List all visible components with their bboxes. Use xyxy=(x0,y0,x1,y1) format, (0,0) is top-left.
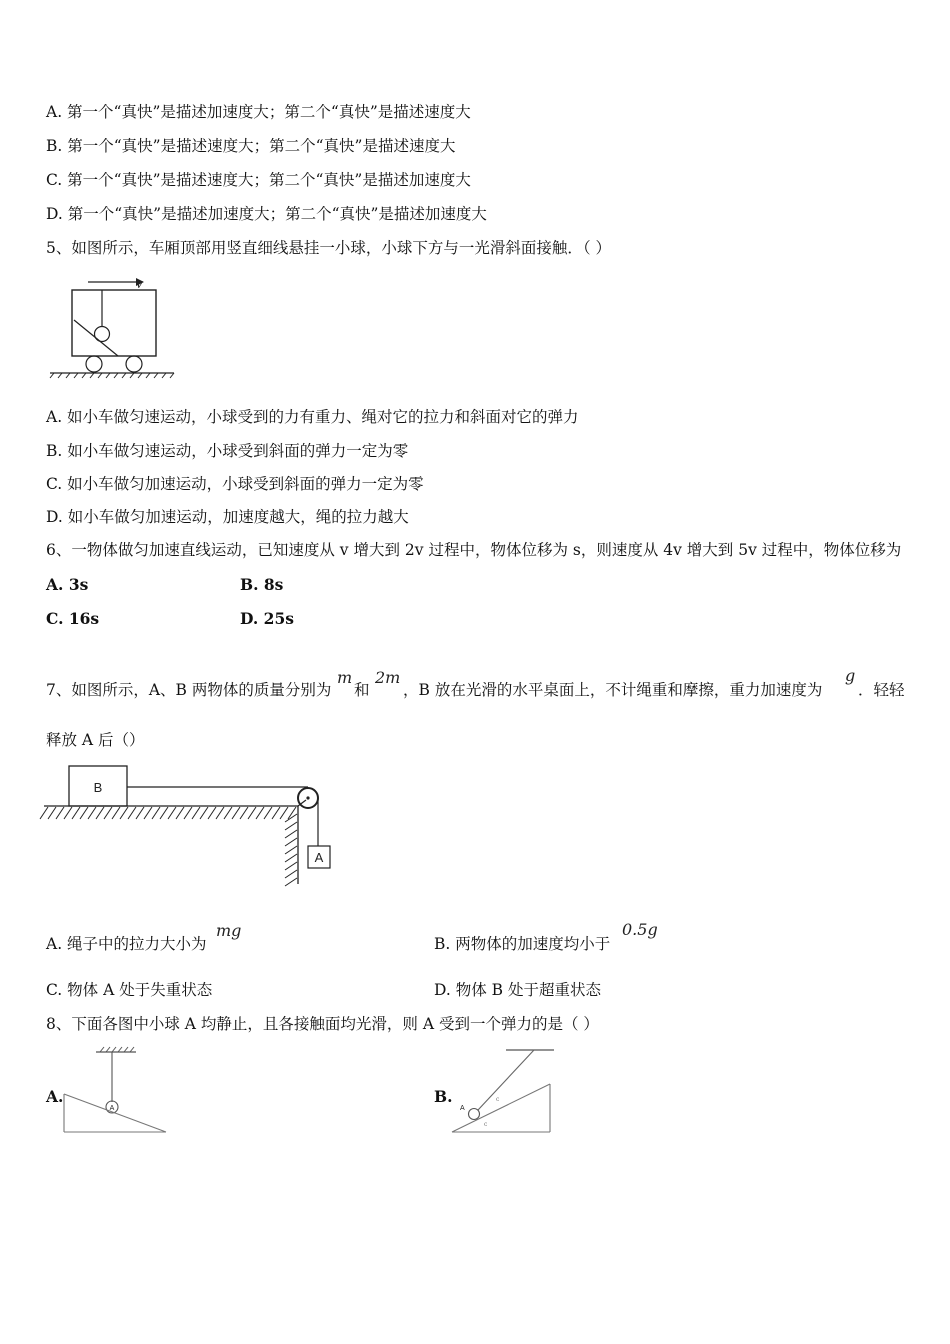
q5-option-a: A. 如小车做匀速运动，小球受到的力有重力、绳对它的拉力和斜面对它的弹力 xyxy=(46,408,579,426)
q7-block-a-label: A xyxy=(314,850,324,865)
q7-option-a-text: A. 绳子中的拉力大小为 xyxy=(46,935,207,953)
q5-stem: 5、如图所示，车厢顶部用竖直细线悬挂一小球，小球下方与一光滑斜面接触．（ ） xyxy=(46,239,612,257)
q4-option-b: B. 第一个“真快”是描述速度大；第二个“真快”是描述速度大 xyxy=(46,137,456,155)
q8-figure-b xyxy=(448,1046,558,1136)
q7-option-b-math: 0.5g xyxy=(622,920,658,939)
q8-stem: 8、下面各图中小球 A 均静止，且各接触面均光滑，则 A 受到一个弹力的是（ ） xyxy=(46,1015,599,1033)
svg-text:c: c xyxy=(484,1121,488,1128)
q4-option-d: D. 第一个“真快”是描述加速度大；第二个“真快”是描述加速度大 xyxy=(46,205,487,223)
q8-fig-b-ball-label: A xyxy=(460,1105,465,1112)
q5-option-d: D. 如小车做匀加速运动，加速度越大，绳的拉力越大 xyxy=(46,508,409,526)
q7-option-c: C. 物体 A 处于失重状态 xyxy=(46,981,213,999)
q6-option-b: B. 8s xyxy=(240,575,284,594)
svg-text:c: c xyxy=(496,1096,500,1103)
q4-option-a: A. 第一个“真快”是描述加速度大；第二个“真快”是描述速度大 xyxy=(46,103,471,121)
q8-figure-a-label: A. xyxy=(46,1087,64,1106)
q4-option-c: C. 第一个“真快”是描述速度大；第二个“真快”是描述加速度大 xyxy=(46,171,471,189)
q6-option-a: A. 3s xyxy=(46,575,89,594)
q7-stem-part1: 7、如图所示，A、B 两物体的质量分别为 xyxy=(46,681,332,699)
q7-stem-part3: ．轻轻 xyxy=(858,681,905,699)
q5-option-c: C. 如小车做匀加速运动，小球受到斜面的弹力一定为零 xyxy=(46,475,424,493)
q7-option-b-text: B. 两物体的加速度均小于 xyxy=(434,935,611,953)
q7-option-d: D. 物体 B 处于超重状态 xyxy=(434,981,601,999)
q7-g-symbol: g xyxy=(845,666,856,685)
q6-option-c: C. 16s xyxy=(46,609,100,628)
q6-stem: 6、一物体做匀加速直线运动，已知速度从 v 增大到 2v 过程中，物体位移为 s，则速度从 4v 增大到 5v 过程中，物体位移为 xyxy=(46,541,902,559)
q7-option-a-math: mg xyxy=(216,921,242,940)
q7-block-b-label: B xyxy=(93,780,103,795)
q7-figure-pulley xyxy=(44,764,344,888)
q7-mass-a: m xyxy=(337,668,353,687)
q6-option-d: D. 25s xyxy=(240,609,294,628)
q5-velocity-label: v xyxy=(136,276,143,292)
q5-figure-cart xyxy=(48,274,180,380)
q5-option-b: B. 如小车做匀速运动，小球受到斜面的弹力一定为零 xyxy=(46,442,409,460)
q7-mass-b: 2m xyxy=(375,668,401,687)
q7-stem-part2: ，B 放在光滑的水平桌面上，不计绳重和摩擦，重力加速度为 xyxy=(403,681,823,699)
q7-stem-and: 和 xyxy=(354,681,370,699)
q8-fig-a-ball-label: A xyxy=(109,1105,115,1112)
q8-figure-b-label: B. xyxy=(434,1087,453,1106)
q7-stem-line2: 释放 A 后（） xyxy=(46,731,145,749)
q8-figure-a xyxy=(60,1046,172,1136)
